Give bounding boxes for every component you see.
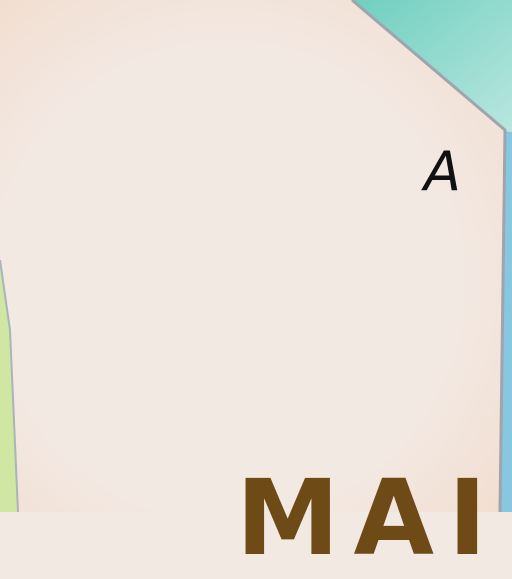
- place-name-label: MAI: [236, 457, 501, 579]
- region-letter-label: A: [424, 140, 461, 203]
